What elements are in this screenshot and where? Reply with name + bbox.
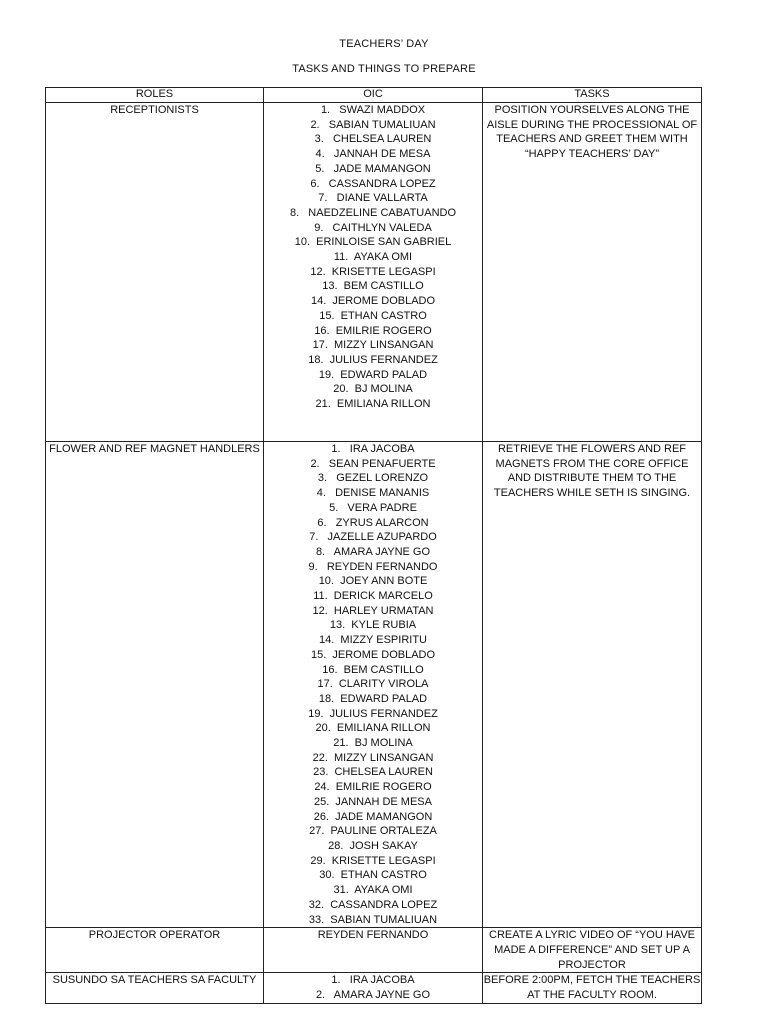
oic-name-item: 25. JANNAH DE MESA [314, 795, 432, 808]
oic-name-item: 9. REYDEN FERNANDO [308, 560, 438, 573]
oic-name-item: 31. AYAKA OMI [333, 884, 413, 897]
oic-name-item: 4. DENISE MANANIS [316, 487, 430, 500]
oic-name-item: 6. CASSANDRA LOPEZ [310, 177, 436, 190]
tasks-table [45, 87, 702, 1004]
oic-name-item: 1. SWAZI MADDOX [320, 104, 426, 116]
oic-name-item: 8. AMARA JAYNE GO [315, 545, 431, 558]
oic-name-item: 28. JOSH SAKAY [328, 839, 418, 852]
oic-name-item: 11. AYAKA OMI [333, 251, 413, 264]
oic-name-item: 5. JADE MAMANGON [315, 162, 431, 175]
oic-name-item: 19. EDWARD PALAD [318, 368, 428, 381]
oic-name-item: 21. EMILIANA RILLON [315, 398, 431, 411]
oic-name-item: 5. VERA PADRE [329, 501, 417, 514]
task-cell: POSITION YOURSELVES ALONG THE AISLE DURING THE PROCESSIONAL OF TEACHERS AND GREET THEM WITH “HAPPY TEACHERS’ DAY” [483, 103, 702, 442]
oic-cell [264, 442, 483, 928]
role-cell: RECEPTIONISTS [46, 103, 264, 442]
oic-name-item: 16. BEM CASTILLO [322, 663, 424, 676]
role-cell: SUSUNDO SA TEACHERS SA FACULTY [46, 973, 264, 1003]
oic-name-item: 12. HARLEY URMATAN [312, 604, 434, 617]
oic-name-item: 18. JULIUS FERNANDEZ [308, 353, 438, 366]
oic-name-item: 4. JANNAH DE MESA [315, 148, 431, 161]
oic-list [264, 103, 482, 412]
oic-name-item: 23. CHELSEA LAUREN [313, 766, 433, 779]
oic-name-item: 9. CAITHLYN VALEDA [314, 221, 432, 234]
header-roles: ROLES [46, 88, 264, 103]
oic-name-item: 15. ETHAN CASTRO [319, 309, 427, 322]
table-row [46, 103, 702, 442]
oic-cell [264, 103, 483, 442]
oic-name-item: 3. GEZEL LORENZO [317, 472, 429, 485]
oic-name-item: 2. AMARA JAYNE GO [315, 989, 431, 1002]
table-row [46, 928, 702, 973]
oic-name-item: 8. NAEDZELINE CABATUANDO [289, 206, 457, 219]
oic-name-item: 33. SABIAN TUMALIUAN [308, 913, 438, 926]
oic-name-item: 20. EMILIANA RILLON [315, 722, 431, 735]
oic-name-item: 19. JULIUS FERNANDEZ [308, 707, 438, 720]
table-row [46, 442, 702, 928]
oic-name-item: 32. CASSANDRA LOPEZ [308, 898, 438, 911]
oic-cell [264, 928, 483, 973]
oic-name-item: 20. BJ MOLINA [333, 383, 413, 396]
oic-name-item: 26. JADE MAMANGON [313, 810, 433, 823]
table-row [46, 973, 702, 1003]
oic-name-item: 17. MIZZY LINSANGAN [312, 339, 434, 352]
oic-name-item: 2. SEAN PENAFUERTE [310, 457, 436, 470]
oic-name-item: 24. EMILRIE ROGERO [314, 781, 432, 794]
oic-list [264, 973, 482, 1002]
header-oic: OIC [264, 88, 483, 103]
oic-name-item: 13. BEM CASTILLO [322, 280, 424, 293]
oic-name-item: 21. BJ MOLINA [333, 737, 413, 750]
role-cell: FLOWER AND REF MAGNET HANDLERS [46, 442, 264, 928]
oic-name-item: 15. JEROME DOBLADO [310, 648, 436, 661]
oic-name-item: 11. DERICK MARCELO [313, 590, 433, 603]
oic-name-item: 12. KRISETTE LEGASPI [310, 265, 436, 278]
oic-name-item: 7. DIANE VALLARTA [318, 192, 428, 205]
oic-name-item: 1. IRA JACOBA [331, 443, 415, 455]
task-cell: CREATE A LYRIC VIDEO OF “YOU HAVE MADE A DIFFERENCE” AND SET UP A PROJECTOR [483, 928, 702, 973]
oic-cell [264, 973, 483, 1003]
oic-name-item: 14. JEROME DOBLADO [310, 295, 436, 308]
oic-name-item: 3. CHELSEA LAUREN [314, 133, 432, 146]
oic-name-item: 30. ETHAN CASTRO [319, 869, 427, 882]
oic-name-item: 18. EDWARD PALAD [318, 692, 428, 705]
oic-name-item: 7. JAZELLE AZUPARDO [309, 531, 437, 544]
header-tasks: TASKS [483, 88, 702, 103]
oic-name-item: 6. ZYRUS ALARCON [317, 516, 429, 529]
oic-list [264, 928, 482, 943]
role-cell: PROJECTOR OPERATOR [46, 928, 264, 973]
oic-name-item: 10. JOEY ANN BOTE [318, 575, 428, 588]
oic-name-item: 27. PAULINE ORTALEZA [309, 825, 437, 838]
oic-name-item: 22. MIZZY LINSANGAN [312, 751, 434, 764]
task-cell: BEFORE 2:00PM, FETCH THE TEACHERS AT THE FACULTY ROOM. [483, 973, 702, 1003]
oic-name-item: 16. EMILRIE ROGERO [314, 324, 432, 337]
document-title: TEACHERS’ DAY [339, 38, 429, 50]
oic-name-item: 2. SABIAN TUMALIUAN [310, 118, 436, 131]
oic-name-item: 14. MIZZY ESPIRITU [319, 634, 427, 647]
oic-name-item: 1. IRA JACOBA [331, 974, 415, 987]
document-subtitle: TASKS AND THINGS TO PREPARE [292, 63, 476, 75]
oic-name-item: 29. KRISETTE LEGASPI [310, 854, 436, 867]
oic-list [264, 442, 482, 927]
oic-name-item: REYDEN FERNANDO [317, 929, 429, 942]
table-header-row [46, 88, 702, 103]
oic-name-item: 17. CLARITY VIROLA [317, 678, 429, 691]
task-cell: RETRIEVE THE FLOWERS AND REF MAGNETS FROM THE CORE OFFICE AND DISTRIBUTE THEM TO THE TEACHERS WHILE SETH IS SINGING. [483, 442, 702, 928]
oic-name-item: 10. ERINLOISE SAN GABRIEL [294, 236, 452, 249]
oic-name-item: 13. KYLE RUBIA [329, 619, 417, 632]
